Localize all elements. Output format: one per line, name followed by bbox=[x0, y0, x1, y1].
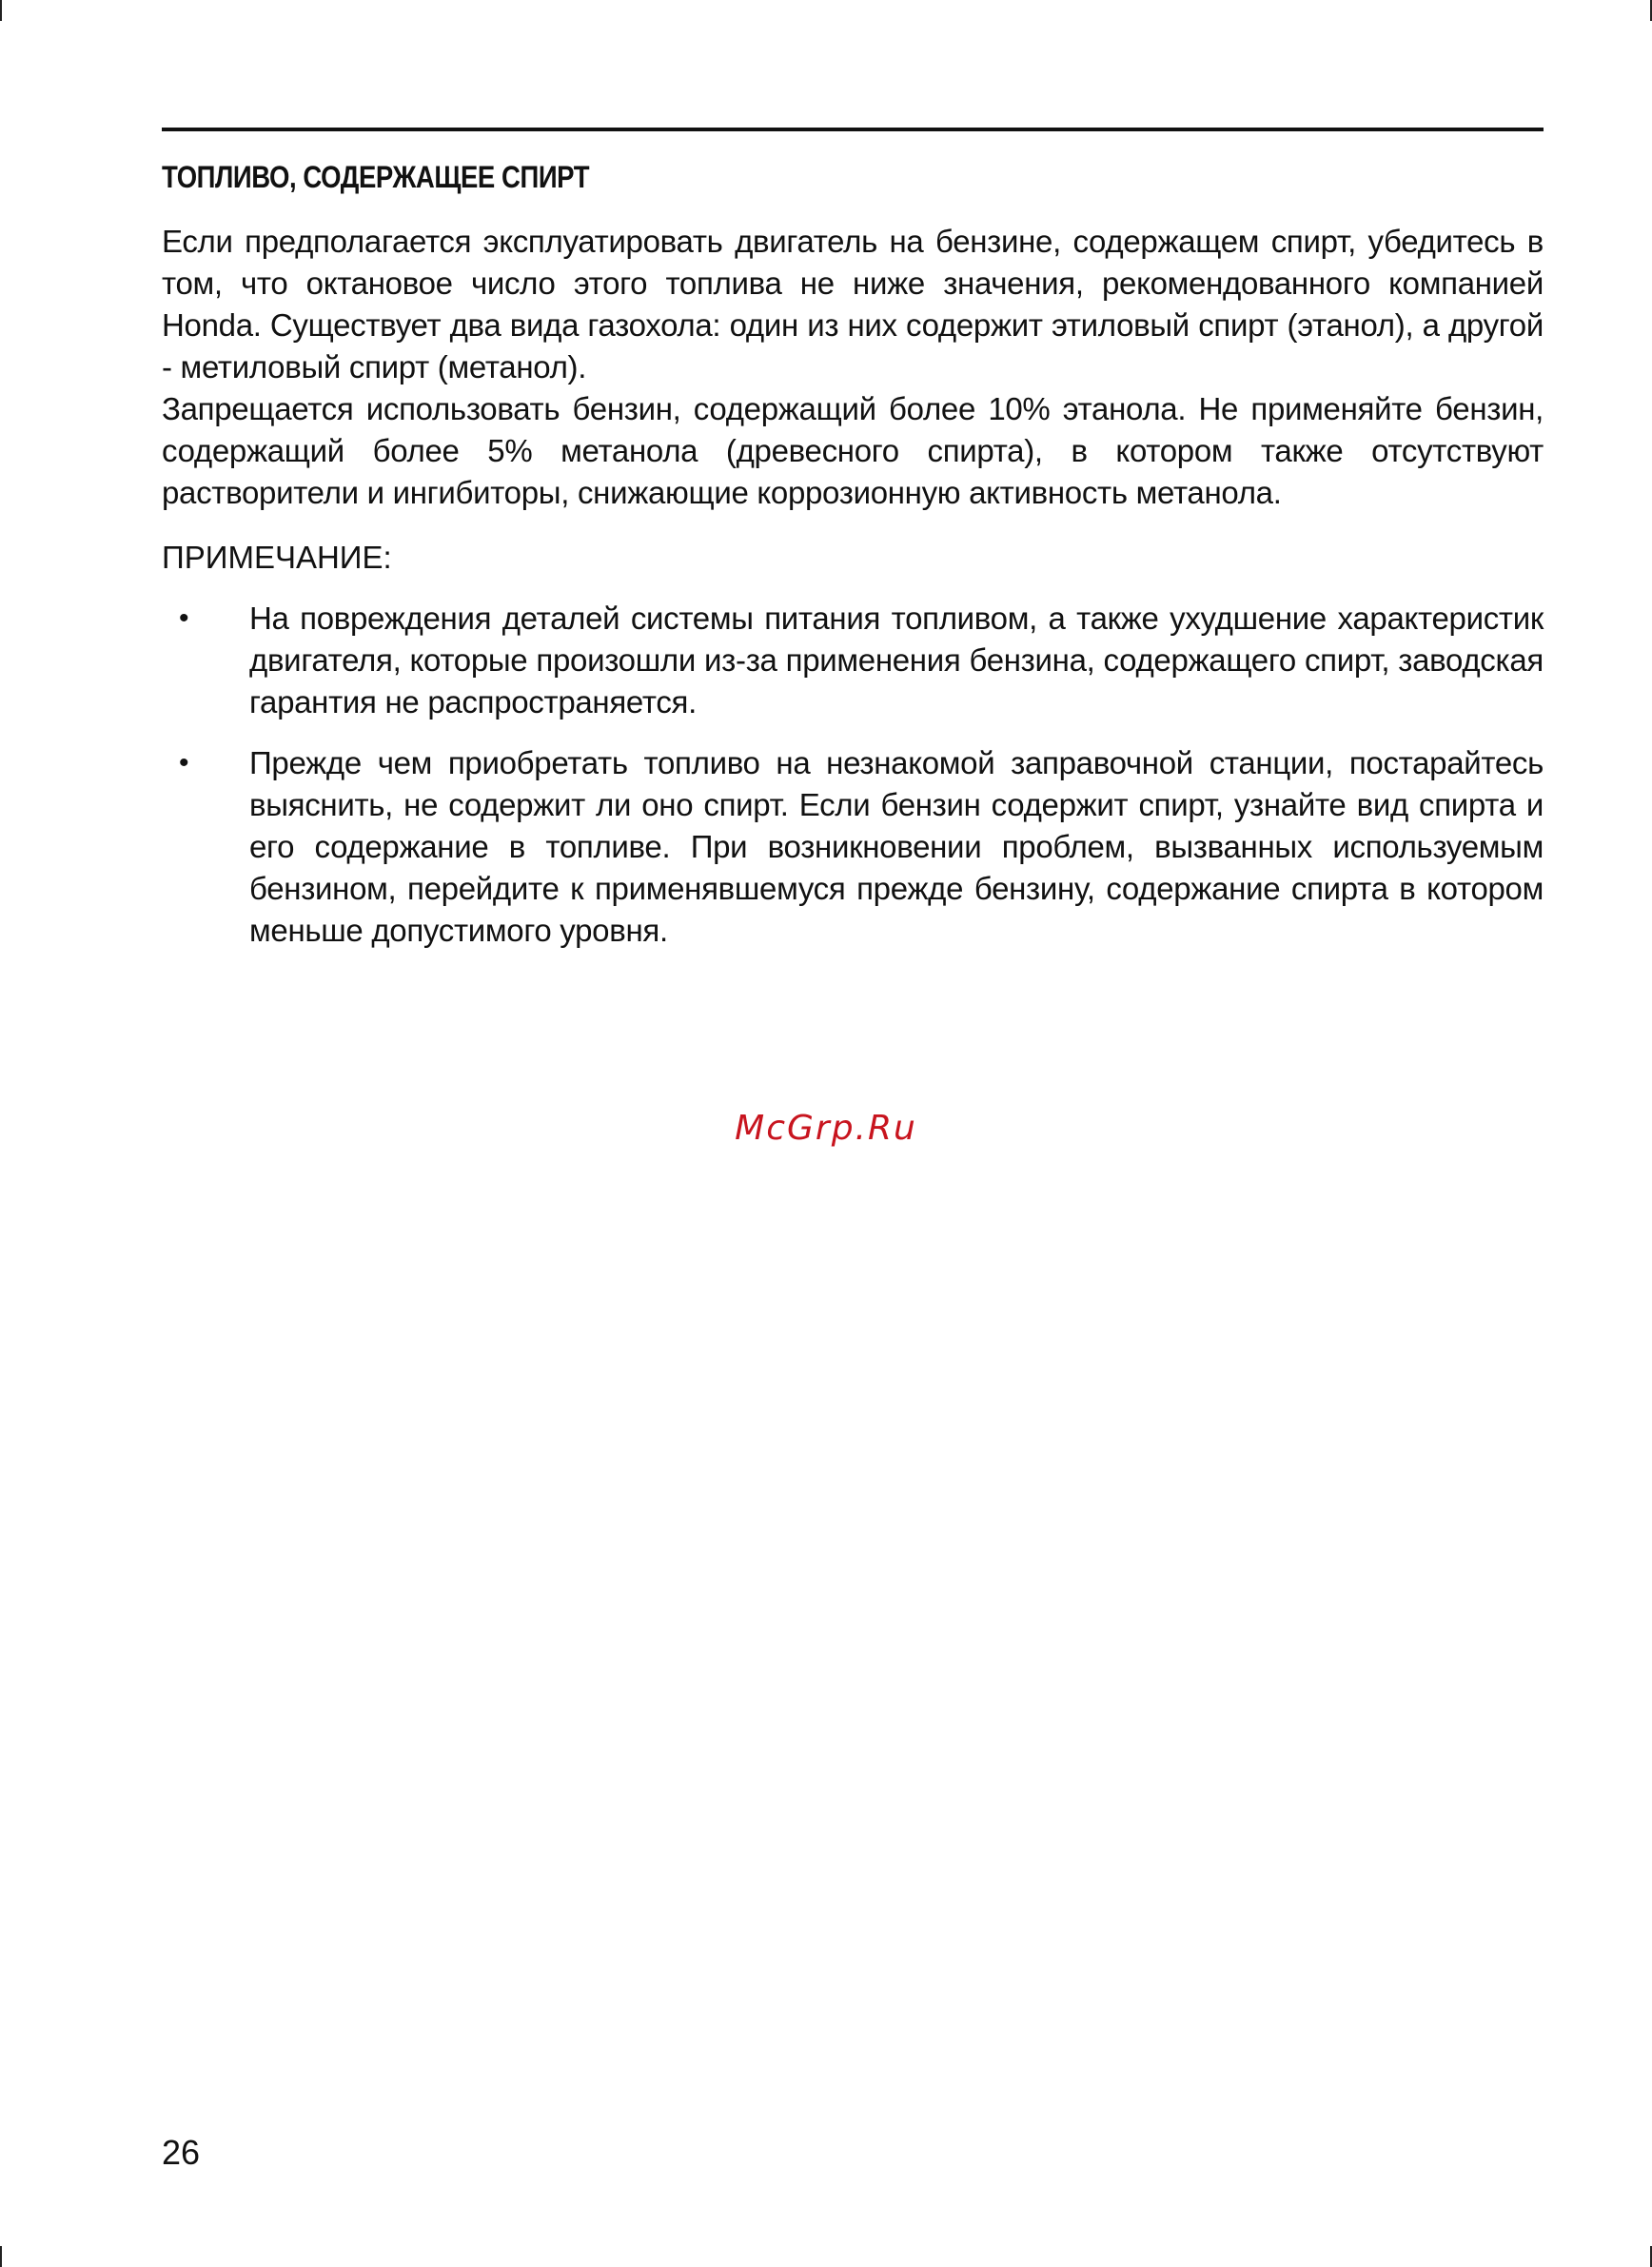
notes-list bbox=[162, 598, 1544, 952]
crop-mark-bottom-left bbox=[0, 2246, 2, 2267]
header-rule bbox=[162, 128, 1544, 131]
note-text-fuel-station: Прежде чем приобретать топливо на незнакомой заправочной станции, постарайтесь выяснить, не содержит ли оно спирт. Если бензин содержит спирт, узнайте вид спирта и его содержание в топливе. При возникновении проблем, вызванных используемым бензином, перейдите к применявшемуся прежде бензину, содержание спирта в котором меньше допустимого уровня. bbox=[249, 745, 1544, 948]
paragraph-octane: Если предполагается эксплуатировать двигатель на бензине, содержащем спирт, убедитесь в том, что октановое число этого топлива не ниже значения, рекомендованного компанией Honda. Существует два вида газохола: один из них содержит этиловый спирт (этанол), а другой - метиловый спирт (метанол). bbox=[162, 224, 1544, 384]
note-text-warranty: На повреждения деталей системы питания топливом, а также ухудшение характеристик двигателя, которые произошли из-за применения бензина, содержащего спирт, заводская гарантия не распространяется. bbox=[249, 601, 1544, 720]
paragraph-restrictions: Запрещается использовать бензин, содержащий более 10% этанола. Не применяйте бензин, содержащий более 5% метанола (древесного спирта), в котором также отсутствуют растворители и ингибиторы, снижающие коррозионную активность метанола. bbox=[162, 391, 1544, 510]
list-item bbox=[162, 742, 1544, 952]
section-title: ТОПЛИВО, СОДЕРЖАЩЕЕ СПИРТ bbox=[162, 160, 590, 194]
bullet-icon: • bbox=[179, 747, 189, 779]
bullet-icon: • bbox=[179, 602, 189, 634]
watermark: McGrp.Ru bbox=[735, 1109, 917, 1148]
list-item bbox=[162, 598, 1544, 723]
page-content bbox=[162, 152, 1544, 971]
note-label: ПРИМЕЧАНИЕ: bbox=[162, 540, 392, 575]
crop-mark-top-left bbox=[0, 0, 2, 21]
page-number: 26 bbox=[162, 2133, 201, 2172]
